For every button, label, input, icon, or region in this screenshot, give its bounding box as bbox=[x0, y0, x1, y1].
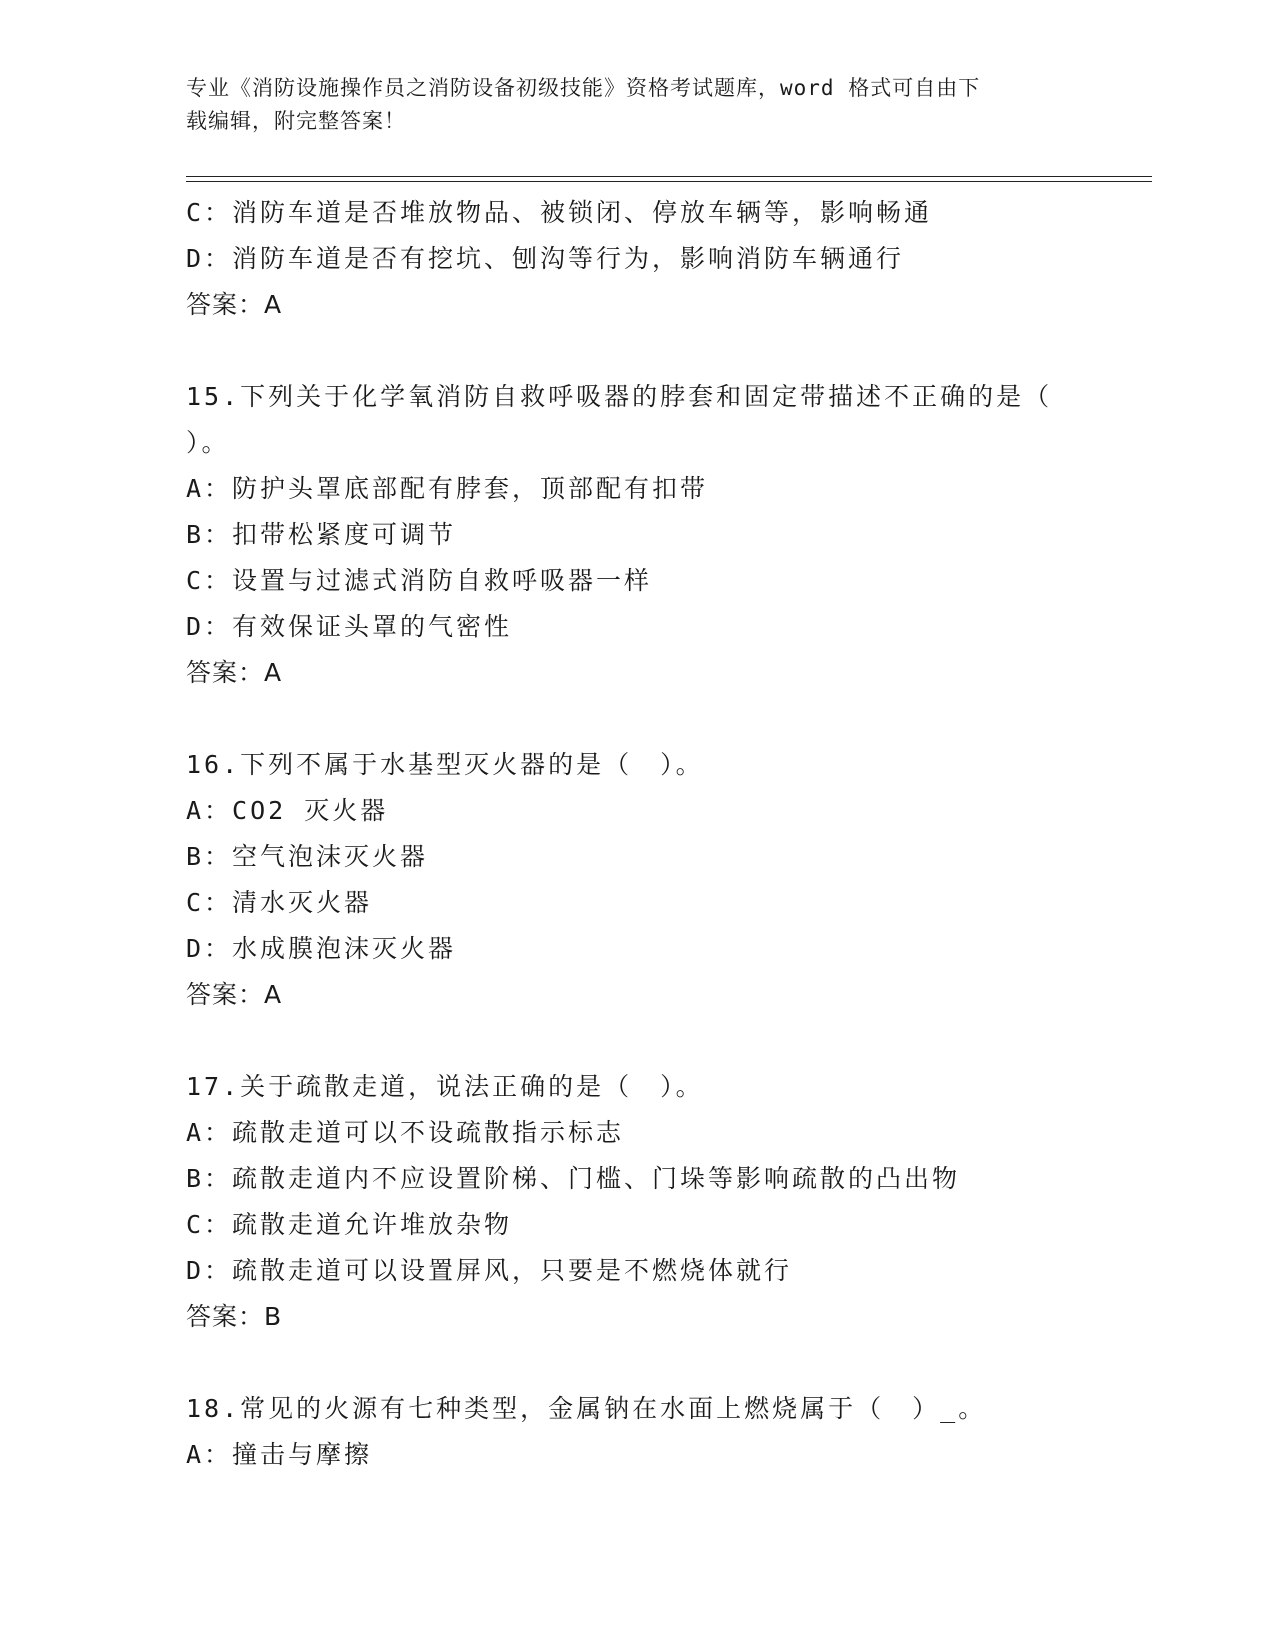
document-header bbox=[186, 72, 1066, 138]
q14-answer: 答案：A bbox=[186, 290, 283, 319]
q15-stem-line-2: ）。 bbox=[186, 428, 230, 457]
q17-answer: 答案：B bbox=[186, 1302, 283, 1331]
question-list bbox=[186, 190, 1086, 1478]
q15-stem-line-1: 15.下列关于化学氧消防自救呼吸器的脖套和固定带描述不正确的是（ bbox=[186, 382, 1053, 411]
q15-answer: 答案：A bbox=[186, 658, 283, 687]
question-15 bbox=[186, 374, 1086, 696]
q17-option-b: B：疏散走道内不应设置阶梯、门槛、门垛等影响疏散的凸出物 bbox=[186, 1164, 961, 1193]
q17-stem: 17.关于疏散走道，说法正确的是（ ）。 bbox=[186, 1072, 704, 1101]
question-18 bbox=[186, 1386, 1086, 1478]
header-divider-bottom bbox=[186, 181, 1152, 182]
spacer bbox=[186, 1340, 1086, 1386]
spacer bbox=[186, 696, 1086, 742]
q17-option-a: A：疏散走道可以不设疏散指示标志 bbox=[186, 1118, 625, 1147]
q15-option-c: C：设置与过滤式消防自救呼吸器一样 bbox=[186, 566, 653, 595]
spacer bbox=[186, 328, 1086, 374]
q16-answer: 答案：A bbox=[186, 980, 283, 1009]
header-line-1: 专业《消防设施操作员之消防设备初级技能》资格考试题库，word 格式可自由下 bbox=[186, 76, 981, 100]
q16-option-c: C：清水灭火器 bbox=[186, 888, 373, 917]
q15-option-b: B：扣带松紧度可调节 bbox=[186, 520, 457, 549]
q18-stem: 18.常见的火源有七种类型，金属钠在水面上燃烧属于（ ）_。 bbox=[186, 1394, 987, 1423]
spacer bbox=[186, 1018, 1086, 1064]
q16-option-d: D：水成膜泡沫灭火器 bbox=[186, 934, 457, 963]
q15-option-d: D：有效保证头罩的气密性 bbox=[186, 612, 513, 641]
q18-option-a: A：撞击与摩擦 bbox=[186, 1440, 373, 1469]
header-divider-top bbox=[186, 176, 1152, 177]
q16-option-b: B：空气泡沫灭火器 bbox=[186, 842, 429, 871]
q16-option-a: A：CO2 灭火器 bbox=[186, 796, 389, 825]
q14-option-c: C：消防车道是否堆放物品、被锁闭、停放车辆等，影响畅通 bbox=[186, 198, 933, 227]
q14-option-d: D：消防车道是否有挖坑、刨沟等行为，影响消防车辆通行 bbox=[186, 244, 905, 273]
question-16 bbox=[186, 742, 1086, 1018]
q16-stem: 16.下列不属于水基型灭火器的是（ ）。 bbox=[186, 750, 704, 779]
q17-option-c: C：疏散走道允许堆放杂物 bbox=[186, 1210, 513, 1239]
q15-option-a: A：防护头罩底部配有脖套，顶部配有扣带 bbox=[186, 474, 709, 503]
q17-option-d: D：疏散走道可以设置屏风，只要是不燃烧体就行 bbox=[186, 1256, 793, 1285]
question-17 bbox=[186, 1064, 1086, 1340]
question-14 bbox=[186, 190, 1086, 328]
header-line-2: 载编辑，附完整答案！ bbox=[186, 109, 406, 133]
